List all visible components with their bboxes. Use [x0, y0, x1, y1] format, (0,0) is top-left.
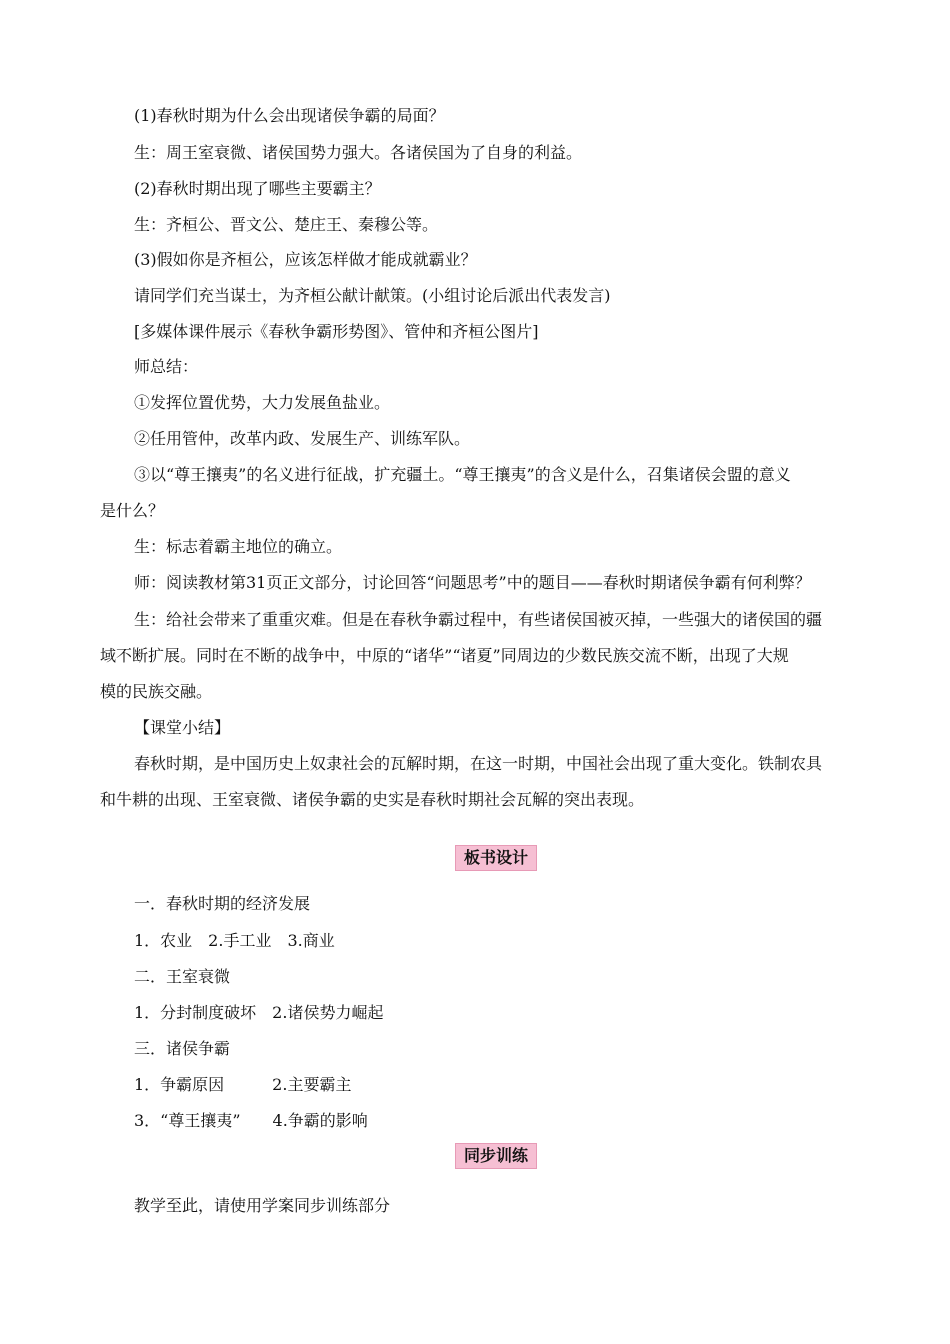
- board-design-heading: 板书设计: [455, 845, 537, 871]
- class-summary-text: 春秋时期，是中国历史上奴隶社会的瓦解时期，在这一时期，中国社会出现了重大变化。铁制农具: [134, 754, 823, 773]
- answer-1: 生：周王室衰微、诸侯国势力强大。各诸侯国为了自身的利益。: [134, 143, 583, 162]
- summary-point-3-cont: 是什么？: [100, 501, 165, 520]
- answer-3: 生：标志着霸主地位的确立。: [134, 537, 343, 556]
- question-1: (1)春秋时期为什么会出现诸侯争霸的局面？: [134, 106, 445, 125]
- summary-point-2: ②任用管仲，改革内政、发展生产、训练军队。: [134, 429, 471, 448]
- summary-point-1: ①发挥位置优势，大力发展鱼盐业。: [134, 393, 391, 412]
- board-section-1: 一．春秋时期的经济发展: [134, 894, 311, 913]
- teacher-question: 师：阅读教材第31页正文部分，讨论回答“问题思考”中的题目——春秋时期诸侯争霸有何利弊？: [134, 573, 811, 592]
- summary-point-3: ③以“尊王攘夷”的名义进行征战，扩充疆土。“尊王攘夷”的含义是什么，召集诸侯会盟的意义: [134, 465, 791, 484]
- board-section-2: 二．王室衰微: [134, 967, 231, 986]
- question-3: (3)假如你是齐桓公，应该怎样做才能成就霸业？: [134, 250, 477, 269]
- board-section-3-items-b: 3．“尊王攘夷” 4.争霸的影响: [134, 1111, 368, 1130]
- answer-4-cont-2: 模的民族交融。: [100, 682, 213, 701]
- board-section-3: 三．诸侯争霸: [134, 1039, 231, 1058]
- media-note: [多媒体课件展示《春秋争霸形势图》、管仲和齐桓公图片]: [134, 322, 539, 341]
- answer-4: 生：给社会带来了重重灾难。但是在春秋争霸过程中，有些诸侯国被灭掉，一些强大的诸侯国的疆: [134, 610, 823, 629]
- class-summary-text-cont: 和牛耕的出现、王室衰微、诸侯争霸的史实是春秋时期社会瓦解的突出表现。: [100, 790, 645, 809]
- class-summary-title: 【课堂小结】: [134, 718, 231, 737]
- sync-training-heading: 同步训练: [455, 1143, 537, 1169]
- summary-label: 师总结：: [134, 357, 199, 376]
- question-2: (2)春秋时期出现了哪些主要霸主？: [134, 179, 381, 198]
- board-section-1-items: 1．农业 2.手工业 3.商业: [134, 931, 335, 950]
- answer-2: 生：齐桓公、晋文公、楚庄王、秦穆公等。: [134, 215, 439, 234]
- answer-4-cont-1: 域不断扩展。同时在不断的战争中，中原的“诸华”“诸夏”同周边的少数民族交流不断，出现了大规: [100, 646, 789, 665]
- board-section-2-items: 1．分封制度破坏 2.诸侯势力崛起: [134, 1003, 384, 1022]
- task-instruction: 请同学们充当谋士，为齐桓公献计献策。(小组讨论后派出代表发言): [134, 286, 611, 305]
- board-section-3-items-a: 1．争霸原因 2.主要霸主: [134, 1075, 352, 1094]
- sync-training-text: 教学至此，请使用学案同步训练部分: [134, 1196, 391, 1215]
